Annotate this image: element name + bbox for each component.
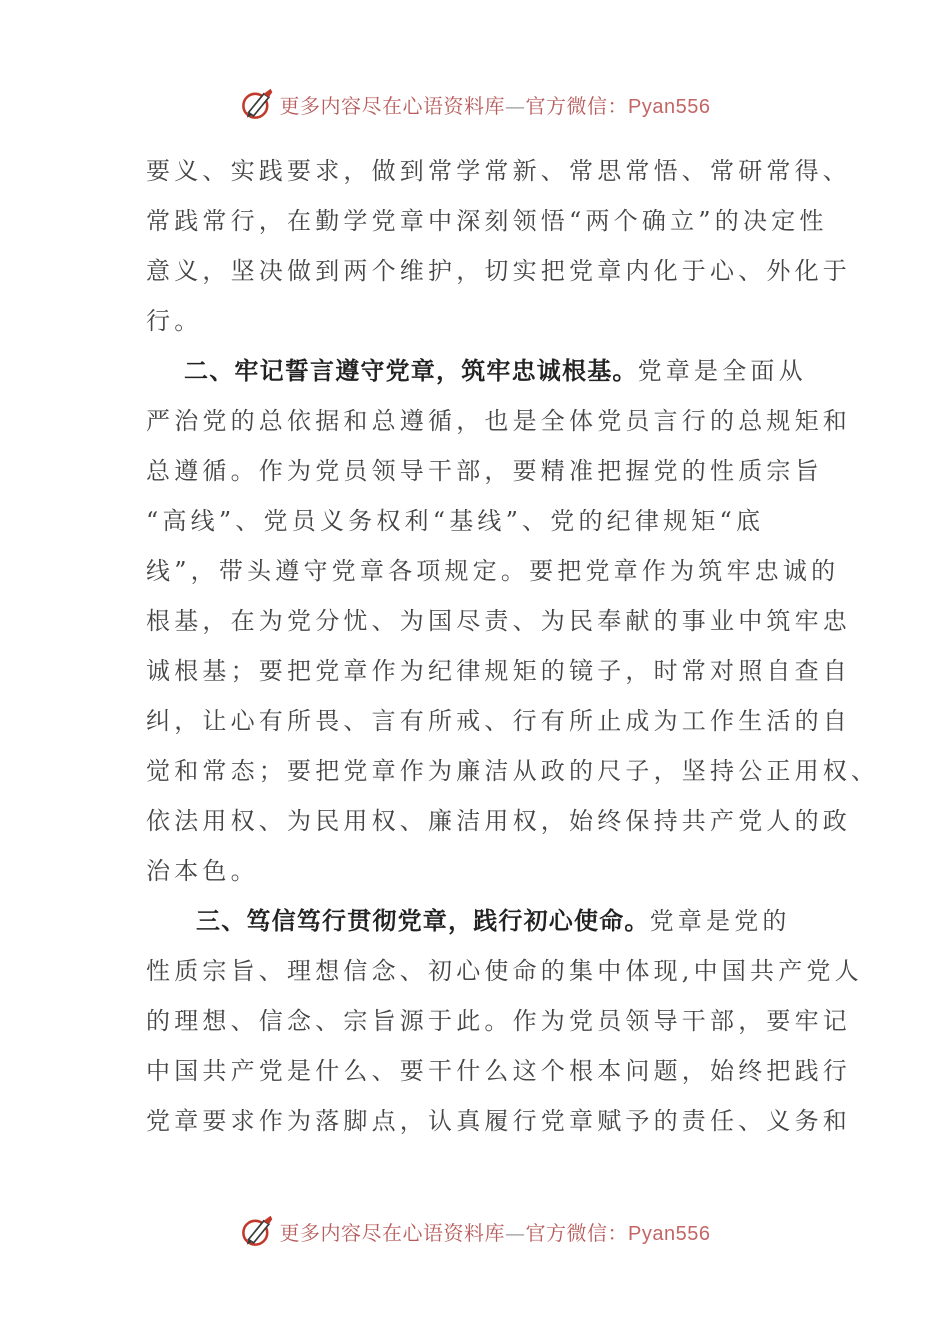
section3-heading: 三、笃信笃行贯彻党章，践行初心使命。 xyxy=(196,906,650,935)
footer-wechat-handle: Pyan556 xyxy=(628,1222,711,1245)
header-dash: — xyxy=(505,93,526,118)
body-line: 依法用权、为民用权、廉洁用权，始终保持共产党人的政 xyxy=(146,807,851,835)
footer-banner xyxy=(0,1211,950,1251)
header-wechat-label: 官方微信： xyxy=(525,93,629,118)
body-line: 要义、实践要求，做到常学常新、常思常悟、常研常得、 xyxy=(146,157,851,185)
body-line: 党章要求作为落脚点，认真履行党章赋予的责任、义务和 xyxy=(146,1107,851,1135)
body-line: 线”，带头遵守党章各项规定。要把党章作为筑牢忠诚的 xyxy=(146,557,840,585)
header-site-name: 更多内容尽在心语资料库 xyxy=(279,93,506,118)
body-line: 诚根基；要把党章作为纪律规矩的镜子，时常对照自查自 xyxy=(146,657,851,685)
body-line: 行。 xyxy=(146,307,203,335)
body-line: 严治党的总依据和总遵循，也是全体党员言行的总规矩和 xyxy=(146,407,851,435)
body-line: 性质宗旨、理想信念、初心使命的集中体现,中国共产党人 xyxy=(146,957,863,985)
body-line: 的理想、信念、宗旨源于此。作为党员领导干部，要牢记 xyxy=(146,1007,851,1035)
footer-banner-text xyxy=(280,1217,711,1246)
pen-logo-icon xyxy=(240,1214,274,1248)
body-line: 治本色。 xyxy=(146,857,259,885)
body-line: 中国共产党是什么、要干什么这个根本问题，始终把践行 xyxy=(146,1057,851,1085)
body-line: 纠，让心有所畏、言有所戒、行有所止成为工作生活的自 xyxy=(146,707,851,735)
header-banner xyxy=(0,84,950,124)
section2-first-line xyxy=(146,346,806,396)
section3-first-line-text: 党章是党的 xyxy=(649,907,791,935)
footer-wechat-label: 官方微信： xyxy=(525,1220,629,1245)
body-line: 意义，坚决做到两个维护，切实把党章内化于心、外化于 xyxy=(146,257,851,285)
header-banner-text xyxy=(280,90,711,119)
body-line: “高线”、党员义务权利“基线”、党的纪律规矩“底 xyxy=(146,507,765,535)
footer-site-name: 更多内容尽在心语资料库 xyxy=(279,1220,506,1245)
pen-logo-icon xyxy=(240,87,274,121)
body-line: 总遵循。作为党员领导干部，要精准把握党的性质宗旨 xyxy=(146,457,823,485)
body-line: 常践常行，在勤学党章中深刻领悟“两个确立”的决定性 xyxy=(146,207,828,235)
footer-dash: — xyxy=(505,1220,526,1245)
body-line: 觉和常态；要把党章作为廉洁从政的尺子，坚持公正用权、 xyxy=(146,757,880,785)
document-body xyxy=(146,146,880,1146)
section2-heading: 二、牢记誓言遵守党章，筑牢忠诚根基。 xyxy=(184,356,638,385)
section2-first-line-text: 党章是全面从 xyxy=(637,357,807,385)
section3-first-line xyxy=(146,896,806,946)
header-wechat-handle: Pyan556 xyxy=(628,95,711,118)
body-line: 根基，在为党分忧、为国尽责、为民奉献的事业中筑牢忠 xyxy=(146,607,851,635)
